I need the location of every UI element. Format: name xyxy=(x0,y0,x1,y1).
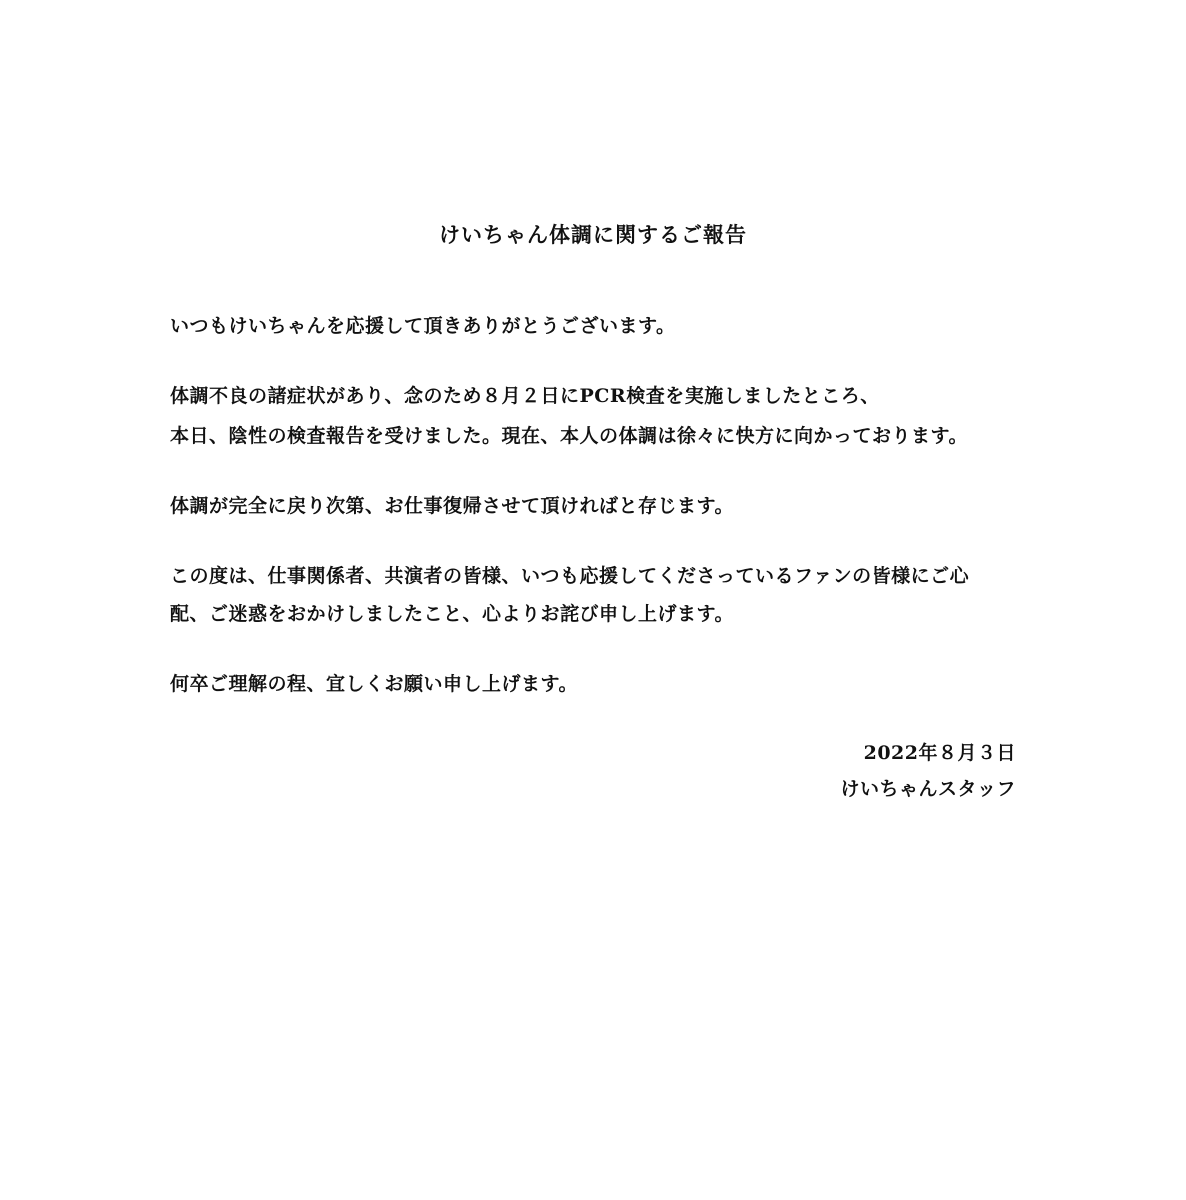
apology-paragraph-line-1: この度は、仕事関係者、共演者の皆様、いつも応援してくださっているファンの皆様にご心 xyxy=(170,565,970,587)
status-paragraph-line-2: 本日、陰性の検査報告を受けました。現在、本人の体調は徐々に快方に向かっております。 xyxy=(170,425,968,447)
return-paragraph: 体調が完全に戻り次第、お仕事復帰させて頂ければと存じます。 xyxy=(170,495,734,517)
document-title: けいちゃん体調に関するご報告 xyxy=(439,222,747,247)
apology-paragraph-line-2: 配、ご迷惑をおかけしましたこと、心よりお詫び申し上げます。 xyxy=(170,603,734,625)
closing-paragraph: 何卒ご理解の程、宜しくお願い申し上げます。 xyxy=(170,673,578,695)
status-paragraph-line-1: 体調不良の諸症状があり、念のため８月２日にPCR検査を実施しましたところ、 xyxy=(170,385,880,407)
document-date: 2022年８月３日 xyxy=(863,742,1016,764)
document-signature: けいちゃんスタッフ xyxy=(840,778,1016,800)
greeting-paragraph: いつもけいちゃんを応援して頂きありがとうございます。 xyxy=(170,315,676,337)
